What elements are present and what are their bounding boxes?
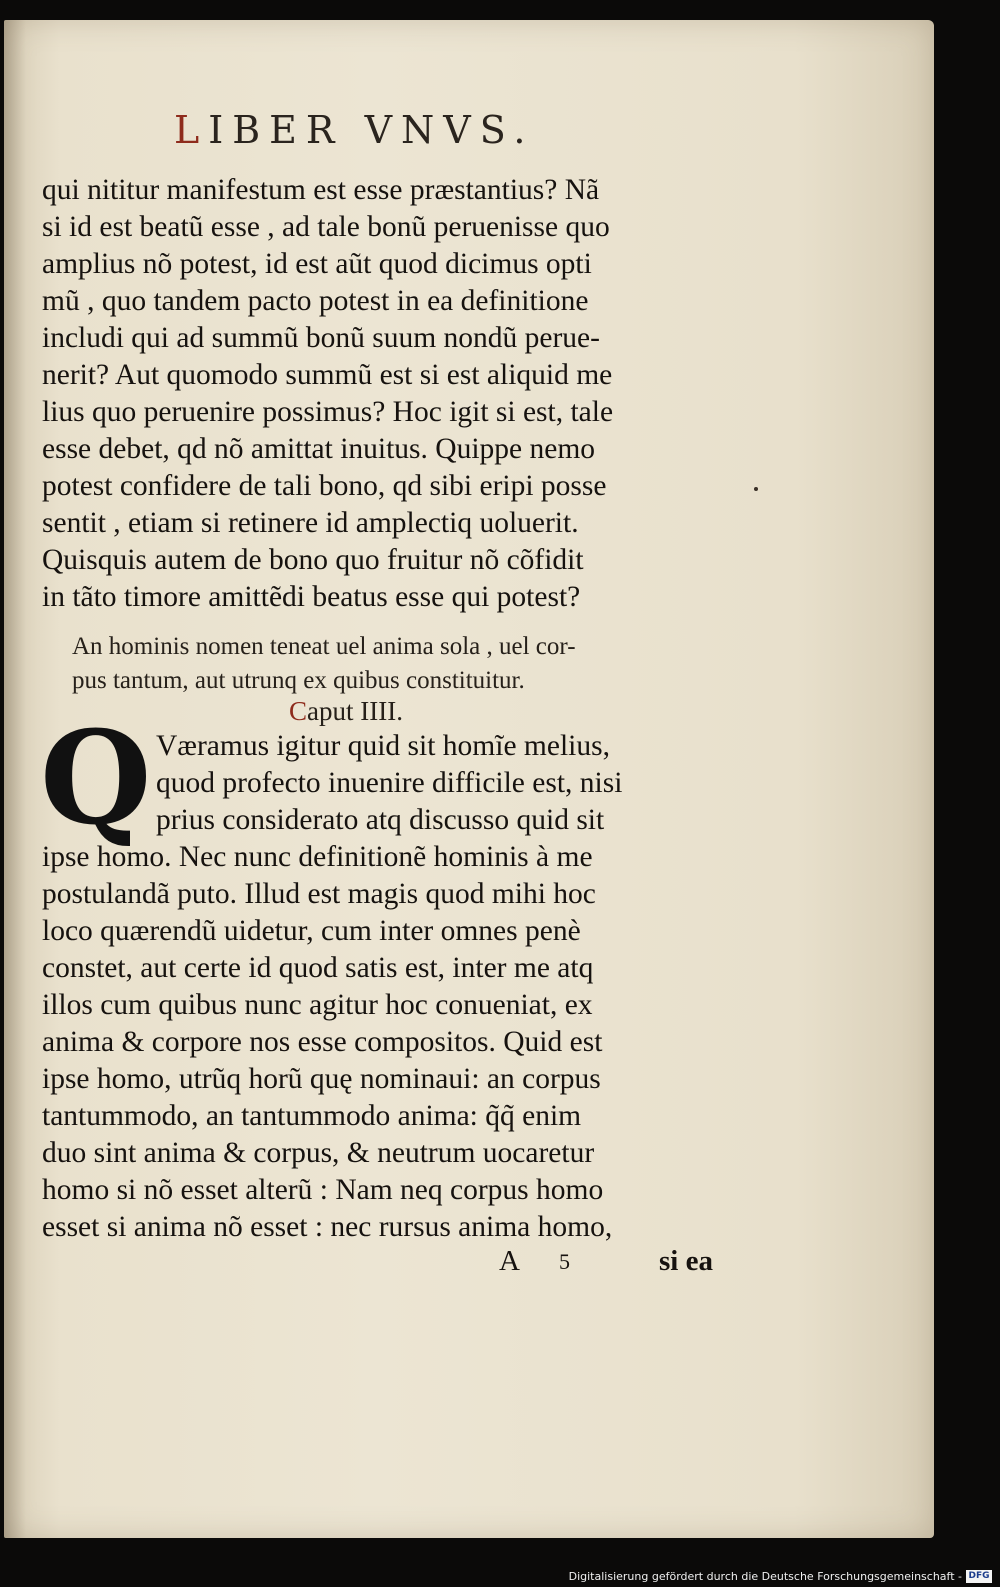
text-line: ipse homo, utrũq horũ quę nominaui: an corpus <box>42 1063 601 1095</box>
signature-number: 5 <box>559 1249 570 1274</box>
catchword: si ea <box>659 1245 713 1277</box>
text-line: amplius nõ potest, id est aũt quod dicimus opti <box>42 248 592 280</box>
chapter-heading-line: pus tantum, aut utrunq ex quibus constituitur. <box>72 667 525 694</box>
text-line: lius quo peruenire possimus? Hoc igit si est, tale <box>42 396 614 428</box>
dfg-logo: DFG <box>966 1570 992 1583</box>
text-line: potest confidere de tali bono, qd sibi eripi posse <box>42 470 607 502</box>
decorative-initial: Q <box>40 704 152 854</box>
text-line: si id est beatũ esse , ad tale bonũ peruenisse quo <box>42 211 610 243</box>
text-line: illos cum quibus nunc agitur hoc conueniat, ex <box>42 989 593 1021</box>
text-line: prius considerato atq discusso quid sit <box>156 804 605 836</box>
catchword-line <box>499 1245 739 1285</box>
running-title <box>174 108 654 156</box>
credit-text: Digitalisierung gefördert durch die Deutsche Forschungsgemeinschaft - <box>568 1569 962 1583</box>
text-line: sentit , etiam si retinere id amplectiq uoluerit. <box>42 507 579 539</box>
body-text-block-2 <box>42 839 732 1246</box>
text-line: anima & corpore nos esse compositos. Quid est <box>42 1026 603 1058</box>
text-line: tantummodo, an tantummodo anima: q̃q̃ enim <box>42 1100 582 1132</box>
text-line: includi qui ad summũ bonũ suum nondũ perue- <box>42 322 600 354</box>
text-line: homo si nõ esset alterũ : Nam neq corpus homo <box>42 1174 604 1206</box>
running-title-text: IBER VNVS. <box>208 108 535 152</box>
text-line: nerit? Aut quomodo summũ est si est aliquid me <box>42 359 613 391</box>
chapter-title <box>289 696 403 727</box>
chapter-title-text: aput IIII. <box>307 696 403 726</box>
text-line: Quisquis autem de bono quo fruitur nõ cõfidit <box>42 544 584 576</box>
text-line: quod profecto inuenire difficile est, nisi <box>156 767 623 799</box>
text-line: esse debet, qd nõ amittat inuitus. Quippe nemo <box>42 433 596 465</box>
chapter-heading <box>72 630 732 698</box>
text-line: Væramus igitur quid sit homĩe melius, <box>156 730 610 762</box>
chapter-title-initial: C <box>289 696 308 726</box>
text-line: postulandã puto. Illud est magis quod mihi hoc <box>42 878 596 910</box>
text-line: duo sint anima & corpus, & neutrum uocaretur <box>42 1137 595 1169</box>
ink-speck <box>754 487 758 491</box>
text-line: loco quærendũ uidetur, cum inter omnes penè <box>42 915 581 947</box>
text-line: mũ , quo tandem pacto potest in ea definitione <box>42 285 589 317</box>
digitization-credit <box>569 1567 992 1585</box>
text-line: constet, aut certe id quod satis est, inter me atq <box>42 952 594 984</box>
running-title-initial: L <box>174 108 209 152</box>
body-text-indented <box>156 728 736 839</box>
text-line: in tãto timore amittẽdi beatus esse qui potest? <box>42 581 581 613</box>
body-text-block-1 <box>42 172 732 616</box>
chapter-heading-line: An hominis nomen teneat uel anima sola , uel cor- <box>72 633 576 660</box>
text-line: esset si anima nõ esset : nec rursus anima homo, <box>42 1211 613 1243</box>
text-line: qui nititur manifestum est esse præstantius? Nã <box>42 174 600 206</box>
book-page <box>4 20 934 1538</box>
signature-mark: A <box>499 1245 520 1277</box>
text-line: ipse homo. Nec nunc definitionẽ hominis à me <box>42 841 593 873</box>
